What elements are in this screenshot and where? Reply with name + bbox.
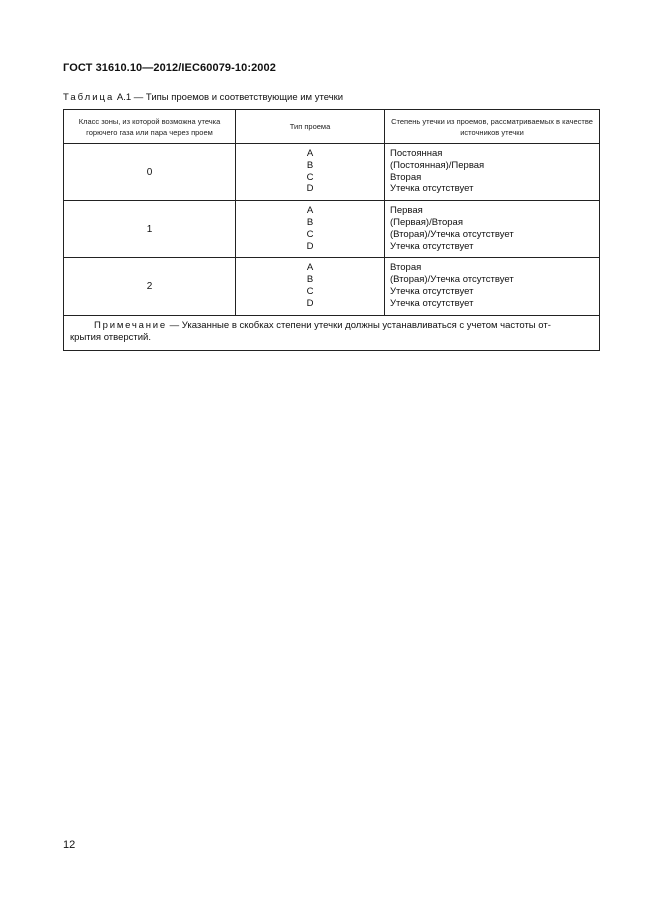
leak-types-table [63, 109, 600, 351]
opening-type: B [306, 216, 314, 228]
leak-degree-cell [385, 144, 600, 201]
table-caption-text: А.1 — Типы проемов и соответствующие им утечки [116, 92, 344, 103]
leak-degree: (Первая)/Вторая [390, 216, 463, 228]
opening-types-cell [236, 258, 385, 315]
table-header-row [64, 110, 600, 144]
opening-types-cell [236, 201, 385, 258]
table-row [64, 258, 600, 315]
leak-degree-cell [385, 258, 600, 315]
leak-degree: Вторая [390, 171, 422, 183]
header-opening-type: Тип проема [236, 110, 385, 144]
opening-type: C [306, 171, 314, 183]
leak-degree: (Вторая)/Утечка отсутствует [390, 228, 514, 240]
leak-degree: Первая [390, 205, 423, 217]
table-row [64, 201, 600, 258]
leak-degree: (Постоянная)/Первая [390, 159, 485, 171]
opening-type: D [306, 240, 314, 252]
leak-degree: Утечка отсутствует [390, 183, 474, 195]
zone-class-cell: 2 [64, 258, 236, 315]
opening-type: D [306, 297, 314, 309]
note-label: Примечание [94, 319, 167, 331]
opening-type: B [306, 274, 314, 286]
page-number: 12 [63, 839, 76, 851]
opening-type: D [306, 183, 314, 195]
opening-type: A [306, 205, 314, 217]
opening-types-cell [236, 144, 385, 201]
table-note-row [64, 315, 600, 350]
opening-type: A [306, 148, 314, 159]
zone-class-cell: 1 [64, 201, 236, 258]
leak-degree: (Вторая)/Утечка отсутствует [390, 274, 514, 286]
leak-degree: Утечка отсутствует [390, 240, 474, 252]
zone-class-cell: 0 [64, 144, 236, 201]
header-zone-class: Класс зоны, из которой возможна утечка горючего газа или пара через проем [64, 110, 236, 144]
note-text-line2: крытия отверстий. [70, 332, 151, 344]
opening-type: C [306, 285, 314, 297]
note-text-line1: — Указанные в скобках степени утечки должны устанавливаться с учетом частоты от- [169, 319, 551, 331]
table-caption [63, 92, 343, 103]
opening-type: C [306, 228, 314, 240]
table-row [64, 144, 600, 201]
document-header: ГОСТ 31610.10—2012/IEC60079-10:2002 [63, 62, 276, 74]
table-note [64, 315, 600, 350]
leak-degree: Утечка отсутствует [390, 297, 474, 309]
opening-type: A [306, 262, 314, 274]
header-leak-degree: Степень утечки из проемов, рассматриваемых в качестве источников утечки [385, 110, 600, 144]
leak-degree: Утечка отсутствует [390, 285, 474, 297]
leak-degree: Постоянная [390, 148, 443, 159]
leak-degree: Вторая [390, 262, 422, 274]
table-caption-label: Таблица [63, 92, 115, 103]
opening-type: B [306, 159, 314, 171]
leak-degree-cell [385, 201, 600, 258]
